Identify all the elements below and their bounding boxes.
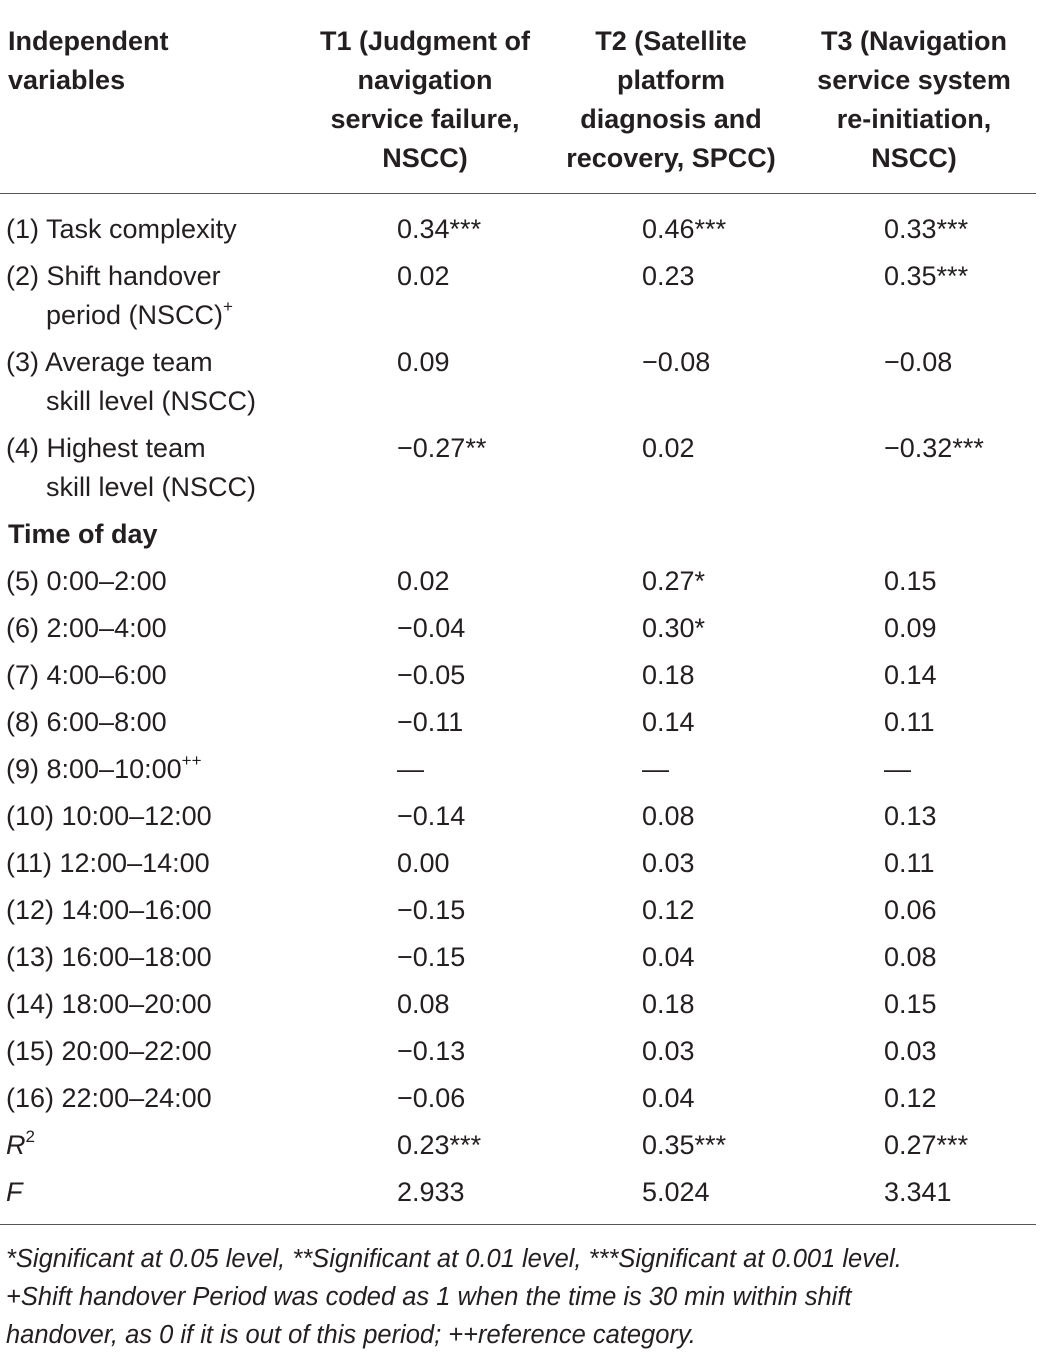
- table-row: [0, 558, 1036, 605]
- cell-t1: —: [397, 754, 424, 784]
- cell-t3: 0.15: [884, 989, 937, 1019]
- cell-t1: −0.15: [397, 942, 466, 972]
- cell-t3: 0.11: [884, 848, 935, 878]
- time-of-day-rows: [0, 558, 1036, 1122]
- table-row: [0, 793, 1036, 840]
- table-row: [0, 934, 1036, 981]
- cell-t2: 0.14: [642, 707, 695, 737]
- row-label: (10) 10:00–12:00: [6, 801, 212, 831]
- header-independent-variables: Independent variables: [0, 0, 300, 194]
- row-label: (5) 0:00–2:00: [6, 566, 167, 596]
- cell-t1: 0.02: [397, 566, 450, 596]
- cell-t1: 0.34***: [397, 214, 482, 244]
- cell-t1: −0.13: [397, 1036, 466, 1066]
- table-row: [0, 339, 1036, 425]
- table-footnote: [6, 1240, 1032, 1354]
- cell-t2: 0.02: [642, 433, 695, 463]
- row-label: (3) Average team skill level (NSCC): [6, 347, 257, 416]
- cell-t1: −0.11: [397, 707, 464, 737]
- cell-t2: 0.30*: [642, 613, 706, 643]
- cell-t3: 0.14: [884, 660, 937, 690]
- superscript-plus: +: [223, 297, 233, 316]
- cell-t2: −0.08: [642, 347, 711, 377]
- cell-t1: 0.00: [397, 848, 450, 878]
- cell-t3: 0.11: [884, 707, 935, 737]
- row-label: (8) 6:00–8:00: [6, 707, 167, 737]
- cell-t3: −0.08: [884, 347, 953, 377]
- cell-t3: 0.09: [884, 613, 937, 643]
- row-label: (1) Task complexity: [6, 214, 237, 244]
- table-row: [0, 1028, 1036, 1075]
- header-t2: T2 (Satellite platform diagnosis and recovery, SPCC): [550, 0, 792, 194]
- footnote-line-1: *Significant at 0.05 level, **Significant at 0.01 level, ***Significant at 0.001 level.: [6, 1245, 902, 1273]
- row-label: (7) 4:00–6:00: [6, 660, 167, 690]
- cell-t3: 0.06: [884, 895, 937, 925]
- table-row: [0, 605, 1036, 652]
- cell-t3: −0.32***: [884, 433, 984, 463]
- cell-t2: 0.08: [642, 801, 695, 831]
- cell-t3: 0.03: [884, 1036, 937, 1066]
- cell-t1: −0.04: [397, 613, 466, 643]
- f-statistic-row: [0, 1169, 1036, 1225]
- table-row: [0, 194, 1036, 254]
- superscript-reference: ++: [181, 751, 202, 770]
- table-row: [0, 425, 1036, 511]
- header-t1: T1 (Judgment of navigation service failure, NSCC): [300, 0, 550, 194]
- cell-t2: 0.03: [642, 1036, 695, 1066]
- table-row: [0, 746, 1036, 793]
- table-header-row: [0, 0, 1036, 194]
- table-row: [0, 1075, 1036, 1122]
- row-label: $R^2$: [6, 1127, 35, 1160]
- cell-t3: —: [884, 754, 911, 784]
- footnote-line-3: handover, as 0 if it is out of this period; ++reference category.: [6, 1321, 696, 1349]
- cell-t2: 0.04: [642, 942, 695, 972]
- r-squared-row: [0, 1122, 1036, 1169]
- cell-t2: 0.27*: [642, 566, 706, 596]
- table-row: [0, 253, 1036, 339]
- row-label: (6) 2:00–4:00: [6, 613, 167, 643]
- row-label: (13) 16:00–18:00: [6, 942, 212, 972]
- table-row: [0, 840, 1036, 887]
- table-row: [0, 652, 1036, 699]
- header-t3: T3 (Navigation service system re-initiation, NSCC): [792, 0, 1036, 194]
- cell-t3: 3.341: [792, 1169, 1036, 1225]
- cell-t3: 0.33***: [884, 214, 969, 244]
- cell-t3: 0.12: [884, 1083, 937, 1113]
- cell-t2: 0.23: [642, 261, 695, 291]
- cell-t2: 0.12: [642, 895, 695, 925]
- cell-t2: 0.46***: [642, 214, 727, 244]
- cell-t3: 0.15: [884, 566, 937, 596]
- row-label: (4) Highest team skill level (NSCC): [6, 433, 257, 502]
- row-label: (12) 14:00–16:00: [6, 895, 212, 925]
- cell-t1: −0.05: [397, 660, 466, 690]
- section-row-time-of-day: [0, 511, 1036, 558]
- footnote-line-2: +Shift handover Period was coded as 1 when the time is 30 min within shift: [6, 1283, 852, 1311]
- cell-t2: 0.18: [642, 660, 695, 690]
- cell-t1: 0.08: [397, 989, 450, 1019]
- section-label: Time of day: [8, 519, 158, 549]
- table-row: [0, 887, 1036, 934]
- row-label: (11) 12:00–14:00: [6, 848, 210, 878]
- row-label: (16) 22:00–24:00: [6, 1083, 212, 1113]
- cell-t1: 0.09: [397, 347, 450, 377]
- cell-t2: 0.04: [642, 1083, 695, 1113]
- cell-t1: −0.06: [397, 1083, 466, 1113]
- cell-t3: 0.08: [884, 942, 937, 972]
- cell-t2: 0.03: [642, 848, 695, 878]
- superscript-2: 2: [25, 1127, 35, 1146]
- table-row: [0, 699, 1036, 746]
- row-label: (15) 20:00–22:00: [6, 1036, 212, 1066]
- cell-t3: 0.27***: [884, 1130, 969, 1160]
- cell-t2: 0.18: [642, 989, 695, 1019]
- cell-t1: −0.27**: [397, 433, 487, 463]
- cell-t1: −0.14: [397, 801, 466, 831]
- cell-t1: 2.933: [300, 1169, 550, 1225]
- cell-t1: 0.23***: [397, 1130, 482, 1160]
- row-label: (9) 8:00–10:00++: [6, 751, 202, 784]
- row-label: F: [0, 1169, 300, 1225]
- cell-t2: 0.35***: [642, 1130, 727, 1160]
- cell-t3: 0.13: [884, 801, 937, 831]
- table-row: [0, 981, 1036, 1028]
- cell-t1: 0.02: [397, 261, 450, 291]
- row-label: (14) 18:00–20:00: [6, 989, 212, 1019]
- cell-t3: 0.35***: [884, 261, 969, 291]
- cell-t2: 5.024: [550, 1169, 792, 1225]
- cell-t2: —: [642, 754, 669, 784]
- row-label: (2) Shift handover period (NSCC)+: [6, 261, 233, 330]
- cell-t1: −0.15: [397, 895, 466, 925]
